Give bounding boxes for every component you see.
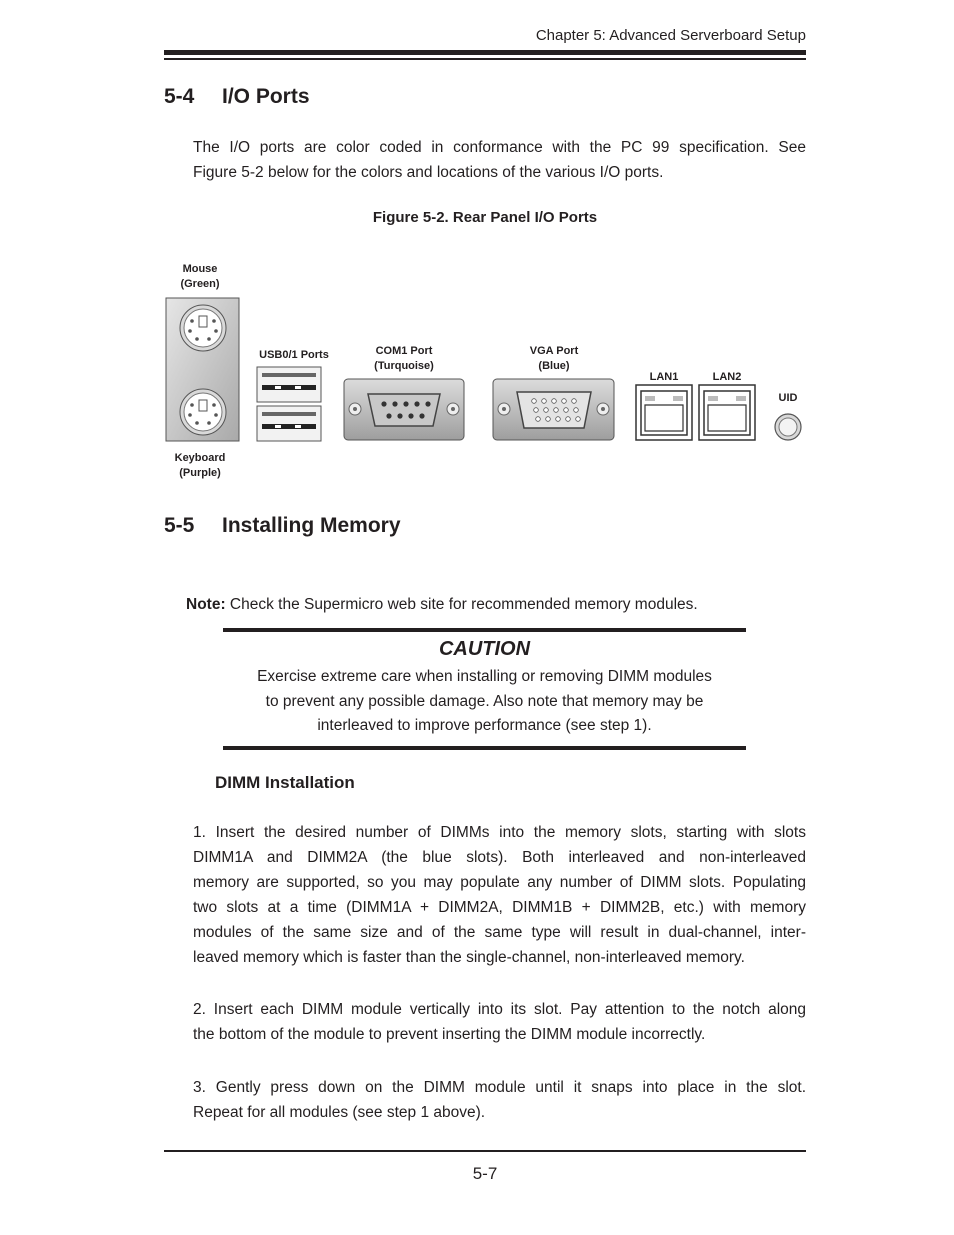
section-number: 5-4 <box>164 85 195 108</box>
section-title: I/O Ports <box>222 85 310 108</box>
footer-rule <box>164 1150 806 1152</box>
lan1-label: LAN1 <box>649 371 679 383</box>
label-line: Mouse <box>182 263 218 275</box>
step-line: memory are supported, so you may populate any number of DIMM slots. Populating <box>193 874 806 891</box>
lan1-port <box>636 385 692 440</box>
label-line: COM1 Port <box>375 345 433 357</box>
caution-text <box>223 665 746 739</box>
figure-caption: Figure 5-2. Rear Panel I/O Ports <box>372 209 598 226</box>
label-line: (Green) <box>180 278 220 290</box>
lan2-label: LAN2 <box>712 371 742 383</box>
rear-panel-figure <box>150 255 830 490</box>
dimm-installation-heading: DIMM Installation <box>215 773 355 792</box>
section-number: 5-5 <box>164 514 195 537</box>
step-1 <box>193 820 806 970</box>
vga-port <box>493 379 614 440</box>
vga-label <box>504 344 604 374</box>
step-line: 1. Insert the desired number of DIMMs into the memory slots, starting with slots <box>193 824 806 841</box>
section-title: Installing Memory <box>222 514 401 537</box>
caution-line: Exercise extreme care when installing or removing DIMM modules <box>257 668 712 685</box>
com1-port <box>344 379 464 440</box>
step-line: DIMM1A and DIMM2A (the blue slots). Both interleaved and non-interleaved <box>193 849 806 866</box>
mouse-label <box>155 262 245 292</box>
usb-ports <box>257 367 321 441</box>
paragraph-line: Figure 5-2 below for the colors and locations of the various I/O ports. <box>193 164 664 181</box>
caution-rule-bottom <box>223 746 746 750</box>
step-line: leaved memory which is faster than the single-channel, non-interleaved memory. <box>193 949 745 966</box>
page-number: 5-7 <box>472 1164 498 1183</box>
note-label: Note: <box>186 596 226 613</box>
step-3 <box>193 1075 806 1125</box>
header-rule-thick <box>164 50 806 55</box>
step-line: 2. Insert each DIMM module vertically into its slot. Pay attention to the notch along <box>193 1001 806 1018</box>
step-line: two slots at a time (DIMM1A + DIMM2A, DIMM1B + DIMM2B, etc.) with memory <box>193 899 806 916</box>
lan2-port <box>699 385 755 440</box>
keyboard-label <box>155 451 245 481</box>
ps2-port-block <box>166 298 239 441</box>
uid-label: UID <box>778 392 798 404</box>
usb-label: USB0/1 Ports <box>259 349 329 361</box>
header-rule-thin <box>164 58 806 60</box>
memory-note <box>186 592 806 617</box>
paragraph-line: The I/O ports are color coded in conformance with the PC 99 specification. See <box>193 139 806 156</box>
section-heading-installing-memory <box>164 514 401 538</box>
step-line: modules of the same size and of the same type will result in dual-channel, inter- <box>193 924 806 941</box>
caution-line: to prevent any possible damage. Also note that memory may be <box>265 692 704 710</box>
label-line: (Blue) <box>538 360 570 372</box>
step-line: 3. Gently press down on the DIMM module until it snaps into place in the slot. <box>193 1079 806 1096</box>
caution-title: CAUTION <box>438 638 531 660</box>
step-line: Repeat for all modules (see step 1 above). <box>193 1104 486 1121</box>
io-intro-paragraph <box>193 135 806 185</box>
com1-label <box>354 344 454 374</box>
step-line: the bottom of the module to prevent inserting the DIMM module incorrectly. <box>193 1026 706 1043</box>
section-heading-io-ports <box>164 85 310 109</box>
label-line: (Purple) <box>179 467 221 479</box>
mouse-port <box>180 305 226 351</box>
running-header: Chapter 5: Advanced Serverboard Setup <box>535 27 806 44</box>
label-line: VGA Port <box>529 345 579 357</box>
uid-button <box>775 414 801 440</box>
note-text: Check the Supermicro web site for recommended memory modules. <box>225 596 698 613</box>
step-2 <box>193 997 806 1047</box>
label-line: (Turquoise) <box>374 360 434 372</box>
keyboard-port <box>180 389 226 435</box>
caution-line: interleaved to improve performance (see step 1). <box>317 717 652 734</box>
label-line: Keyboard <box>174 452 226 464</box>
caution-rule-top <box>223 628 746 632</box>
